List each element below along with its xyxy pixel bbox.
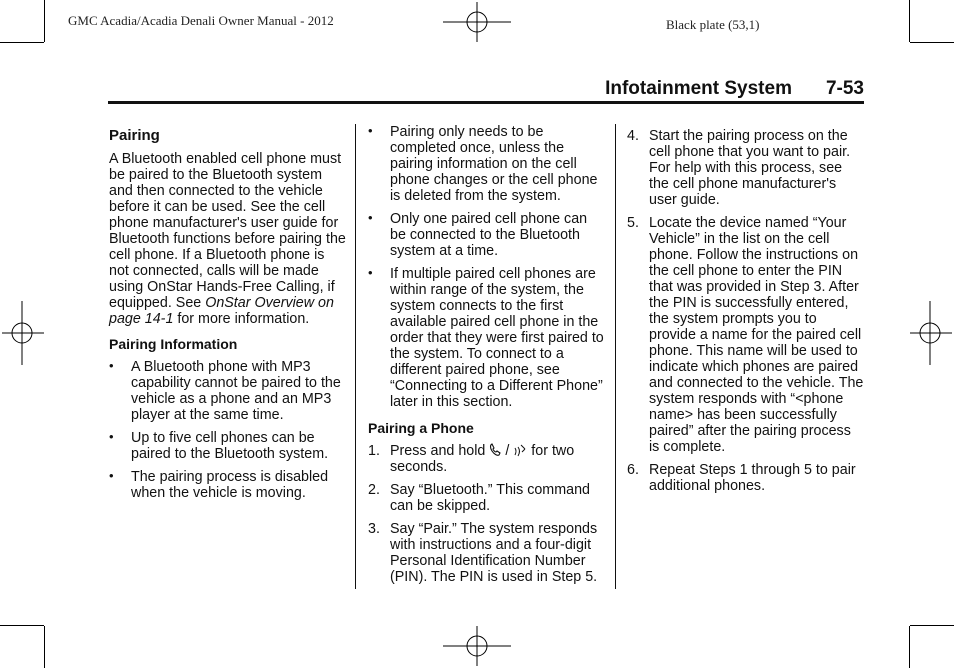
step-item xyxy=(368,482,606,514)
list-item-text: Up to five cell phones can be paired to the Bluetooth system. xyxy=(131,430,329,462)
list-item xyxy=(368,211,606,259)
list-item-text: Only one paired cell phone can be connected to the Bluetooth system at a time. xyxy=(390,211,588,259)
column-1 xyxy=(109,128,347,508)
list-item-text: Pairing only needs to be completed once, unless the pairing information on the cell phone changes or the cell phone is deleted from the system. xyxy=(390,124,598,204)
crop-mark xyxy=(910,42,954,43)
list-item xyxy=(109,359,347,423)
heading-pairing-information: Pairing Information xyxy=(109,336,238,352)
bullet-marker: • xyxy=(109,429,114,444)
bullet-marker: • xyxy=(109,468,114,483)
bullet-marker: • xyxy=(368,265,373,280)
crop-mark xyxy=(0,625,44,626)
list-item xyxy=(368,124,606,204)
step-number: 1. xyxy=(368,443,380,459)
step-item xyxy=(627,462,865,494)
step-text: Locate the device named “Your Vehicle” in the list on the cell phone. Follow the instructions on the cell phone to enter the PIN that was provided in Step 3. After the PIN is successfully entered, the system prompts you to provide a name for the paired cell phone. This name will be used to indicate which phones are paired and connected to the vehicle. The system responds with “<phone name> has been successfully paired” after the pairing process is complete. xyxy=(649,215,864,455)
intro-text-end: for more information. xyxy=(173,311,310,327)
column-divider xyxy=(615,124,616,589)
step-number: 6. xyxy=(627,462,639,478)
phone-handset-icon xyxy=(489,443,501,457)
section-heading xyxy=(108,78,864,100)
column-3 xyxy=(627,128,865,501)
crop-mark xyxy=(44,0,45,42)
step-number: 3. xyxy=(368,521,380,537)
step-number: 5. xyxy=(627,215,639,231)
bullet-marker: • xyxy=(368,210,373,225)
list-item xyxy=(109,430,347,462)
registration-mark-top-icon xyxy=(440,0,514,46)
step-separator: / xyxy=(505,443,510,459)
step-item xyxy=(368,521,606,585)
manual-title: GMC Acadia/Acadia Denali Owner Manual - 2012 xyxy=(68,13,334,28)
heading-pairing-a-phone: Pairing a Phone xyxy=(368,420,474,436)
section-rule xyxy=(108,101,864,104)
crop-mark xyxy=(44,626,45,668)
plate-label: Black plate (53,1) xyxy=(666,17,760,32)
intro-paragraph xyxy=(109,151,347,327)
list-item xyxy=(368,266,606,410)
column-2 xyxy=(368,124,606,592)
bullet-marker: • xyxy=(368,123,373,138)
step-text: Say “Bluetooth.” This command can be skipped. xyxy=(390,482,590,514)
page-number: 7-53 xyxy=(825,78,864,99)
list-item xyxy=(109,469,347,501)
list-item-text: A Bluetooth phone with MP3 capability cannot be paired to the vehicle as a phone and an MP3 player at the same time. xyxy=(131,359,341,423)
step-item xyxy=(627,128,865,208)
crop-mark xyxy=(909,626,910,668)
registration-mark-right-icon xyxy=(908,298,954,368)
crop-mark xyxy=(910,625,954,626)
step-text: Repeat Steps 1 through 5 to pair additional phones. xyxy=(649,462,856,494)
onstar-reference-link[interactable]: OnStar Overview on page 14-1 xyxy=(109,295,334,327)
intro-text: A Bluetooth enabled cell phone must be paired to the Bluetooth system and then connected to the vehicle before it can be used. See the cell phone manufacturer's user guide for Bluetooth functions before pairing the cell phone. If a Bluetooth phone is not connected, calls will be made using OnStar Hands-Free Calling, if equipped. See xyxy=(109,151,346,311)
step-item xyxy=(368,443,606,475)
bullet-marker: • xyxy=(109,358,114,373)
step-item xyxy=(627,215,865,455)
column-divider xyxy=(355,124,356,589)
step-text-end: for two seconds. xyxy=(390,443,575,475)
step-number: 4. xyxy=(627,128,639,144)
step-text: Start the pairing process on the cell phone that you want to pair. For help with this process, see the cell phone manufacturer's user guide. xyxy=(649,128,851,208)
registration-mark-left-icon xyxy=(0,298,46,368)
crop-mark xyxy=(909,0,910,42)
step-text: Press and hold xyxy=(390,443,486,459)
section-title: Infotainment System xyxy=(605,78,792,99)
voice-command-icon xyxy=(513,443,527,457)
registration-mark-bottom-icon xyxy=(440,624,514,668)
list-item-text: If multiple paired cell phones are within range of the system, the system connects to the first available paired cell phone in the order that they were first paired to the system. To connect to a different paired phone, see “Connecting to a Different Phone” later in this section. xyxy=(390,266,604,410)
step-number: 2. xyxy=(368,482,380,498)
crop-mark xyxy=(0,42,44,43)
step-text: Say “Pair.” The system responds with instructions and a four-digit Personal Identification Number (PIN). The PIN is used in Step 5. xyxy=(390,521,598,585)
heading-pairing: Pairing xyxy=(109,127,160,144)
list-item-text: The pairing process is disabled when the vehicle is moving. xyxy=(131,469,329,501)
